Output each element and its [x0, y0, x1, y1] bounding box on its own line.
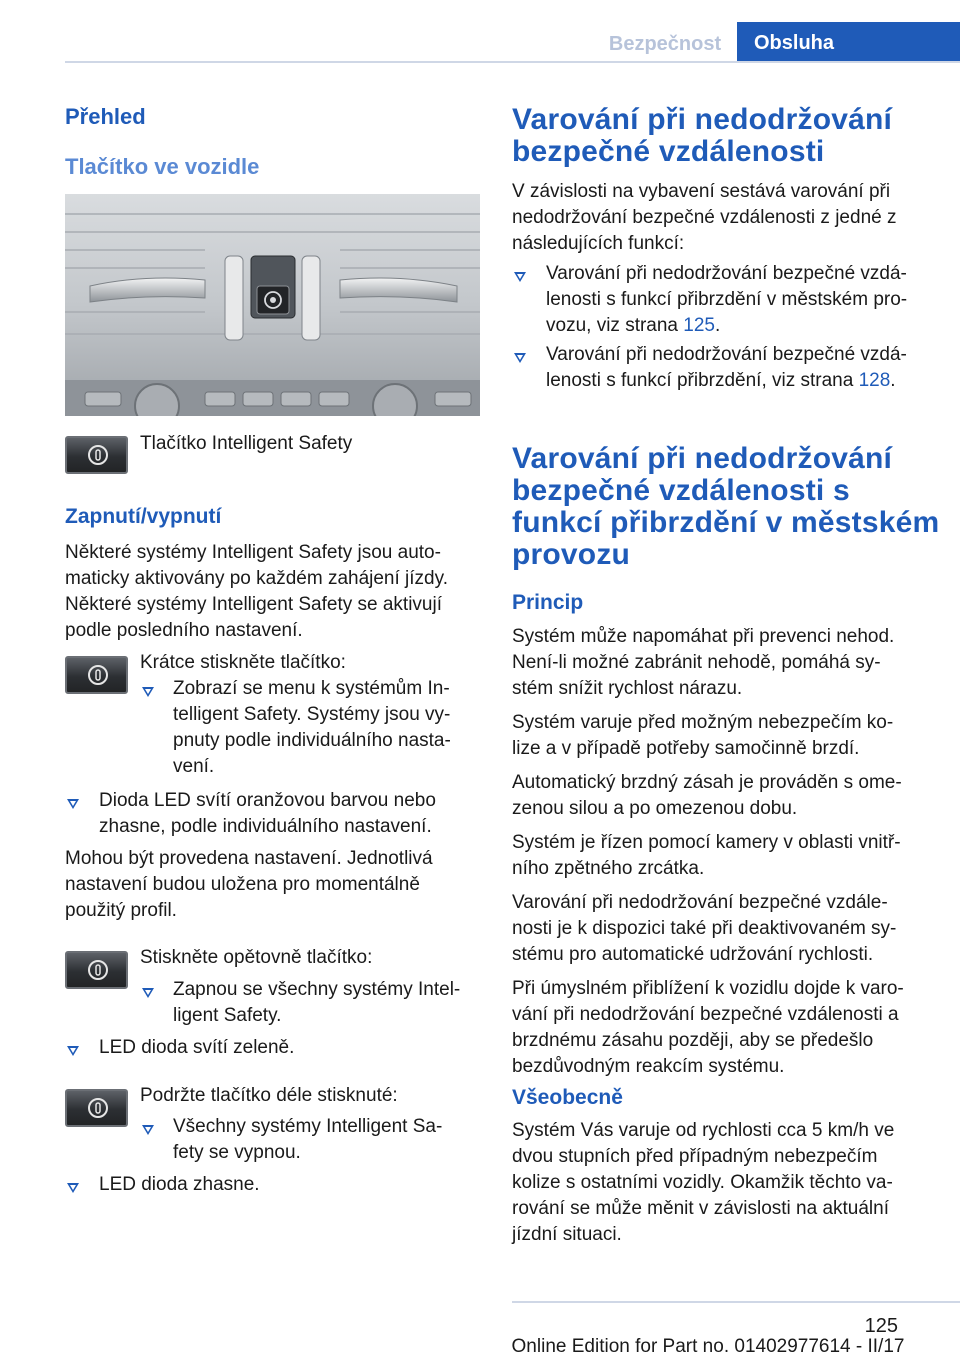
page-ref-link[interactable]: 128: [858, 370, 891, 391]
text-span: lenosti s funkcí přibrzdění, viz strana: [546, 370, 859, 391]
text-line: maticky aktivovány po každém zahájení jízdy.: [65, 568, 448, 589]
heading-line: provozu: [512, 538, 631, 571]
page-ref-link[interactable]: 125: [683, 315, 715, 336]
text-line: Není-li možné zabránit nehodě, pomáhá sy‐: [512, 652, 881, 673]
photo-caption: Tlačítko Intelligent Safety: [140, 433, 353, 454]
text-line: podle posledního nastavení.: [65, 620, 303, 641]
bullet-triangle-icon: [67, 1046, 79, 1056]
text-line: nastavení budou uložena pro momentálně: [65, 874, 420, 895]
text-line: použitý profil.: [65, 900, 177, 921]
text-line: V závislosti na vybavení sestává varování při: [512, 181, 891, 202]
heading-line: bezpečné vzdálenosti: [512, 135, 825, 168]
text-line: Některé systémy Intelligent Safety jsou auto‐: [65, 542, 441, 563]
text-line: jízdní situaci.: [512, 1224, 622, 1245]
heading-varovani-mestsky: [512, 443, 952, 571]
text-line: Mohou být provedena nastavení. Jednotlivá: [65, 848, 433, 869]
page-header: [0, 0, 960, 62]
text-line: Některé systémy Intelligent Safety se aktivují: [65, 594, 442, 615]
text-line: fety se vypnou.: [173, 1142, 301, 1163]
text-line: stém snížit rychlost nárazu.: [512, 678, 743, 699]
block3-sublist: [173, 1114, 483, 1166]
paragraph-intro: [512, 179, 942, 257]
intelligent-safety-button-icon: [65, 1089, 128, 1127]
text-line: Varování při nedodržování bezpečné vzdá‐: [546, 344, 907, 365]
bullet-function-1: [546, 261, 936, 339]
text-line: rování se může měnit v závislosti na aktuální: [512, 1198, 890, 1219]
text-line: telligent Safety. Systémy jsou vy‐: [173, 704, 451, 725]
paragraph-nastaveni: [65, 846, 485, 924]
block1-bullet: [99, 788, 484, 840]
block2-bullet: LED dioda svítí zeleně.: [99, 1037, 295, 1058]
bullet-triangle-icon: [142, 1125, 154, 1135]
text-line: Systém Vás varuje od rychlosti cca 5 km/h ve: [512, 1120, 895, 1141]
text-line: nosti je k dispozici také při deaktivovaném sy‐: [512, 918, 897, 939]
intelligent-safety-button-icon: [65, 656, 128, 694]
intelligent-safety-button-icon: [65, 951, 128, 989]
text-line: Systém varuje před možným nebezpečím ko‐: [512, 712, 894, 733]
text-line: brzdnému zásahu později, aby se předešlo: [512, 1030, 874, 1051]
paragraph: [512, 890, 952, 968]
bullet-triangle-icon: [142, 988, 154, 998]
text-line: ního zpětného zrcátka.: [512, 858, 705, 879]
text-line: lize a v případě potřeby samočinně brzdí.: [512, 738, 860, 759]
text-line: ligent Safety.: [173, 1005, 282, 1026]
bullet-triangle-icon: [142, 687, 154, 697]
dashboard-vents-illustration: [65, 194, 480, 416]
dashboard-photo: [65, 194, 480, 416]
heading-line: funkcí přibrzdění v městském: [512, 506, 940, 539]
text-line: Varování při nedodržování bezpečné vzdále‐: [512, 892, 888, 913]
text-line: kolize s ostatními vozidly. Okamžik těchto va‐: [512, 1172, 893, 1193]
heading-vseobecne: Všeobecně: [512, 1086, 623, 1109]
text-line: nedodržování bezpečné vzdálenosti z jedné z: [512, 207, 897, 228]
paragraph-zapnuti: [65, 540, 485, 644]
princip-section: [512, 624, 952, 1080]
text-line: následujících funkcí:: [512, 233, 685, 254]
heading-prehled: Přehled: [65, 104, 146, 129]
text-line: bezdůvodným reakcím systému.: [512, 1056, 785, 1077]
heading-tlacitko: Tlačítko ve vozidle: [65, 154, 260, 179]
paragraph: [512, 976, 952, 1080]
bullet-triangle-icon: [67, 1183, 79, 1193]
text-line: vení.: [173, 756, 215, 777]
block1-sublist: [173, 676, 483, 780]
heading-line: Varování při nedodržování: [512, 103, 893, 136]
heading-varovani: [512, 104, 942, 168]
footer-rule: [512, 1301, 960, 1303]
text-line: lenosti s funkcí přibrzdění v městském pro‐: [546, 289, 908, 310]
heading-princip: Princip: [512, 591, 584, 614]
paragraph: [512, 830, 952, 882]
text-line: Všechny systémy Intelligent Sa‐: [173, 1116, 443, 1137]
text-line: stému pro automatické udržování rychlosti.: [512, 944, 874, 965]
text-line: Zapnou se všechny systémy Intel‐: [173, 979, 461, 1000]
heading-zapnuti: Zapnutí/vypnutí: [65, 505, 222, 528]
paragraph-vseobecne: [512, 1118, 952, 1248]
page-number: 125: [864, 1315, 898, 1337]
text-line: dvou stupních před případným nebezpečím: [512, 1146, 878, 1167]
bullet-triangle-icon: [514, 272, 526, 282]
text-line: Systém může napomáhat při prevenci nehod.: [512, 626, 895, 647]
heading-line: bezpečné vzdálenosti s: [512, 474, 850, 507]
paragraph: [512, 624, 952, 702]
block3-lead: Podržte tlačítko déle stisknuté:: [140, 1085, 398, 1106]
block2-sublist: [173, 977, 483, 1029]
text-span: .: [714, 315, 721, 336]
block2-lead: Stiskněte opětovně tlačítko:: [140, 947, 373, 968]
text-line: zenou silou a po omezenou dobu.: [512, 798, 798, 819]
heading-line: Varování při nedodržování: [512, 442, 893, 475]
intelligent-safety-button-icon: [65, 436, 128, 474]
block3-bullet: LED dioda zhasne.: [99, 1174, 260, 1195]
text-line: Zobrazí se menu k systémům In‐: [173, 678, 450, 699]
paragraph: [512, 770, 952, 822]
text-line: zhasne, podle individuálního nastavení.: [99, 816, 432, 837]
bullet-function-2: [546, 342, 936, 394]
header-tab-section[interactable]: Bezpečnost: [608, 33, 722, 55]
text-line: Při úmyslném přiblížení k vozidlu dojde k varo‐: [512, 978, 904, 999]
text-line: Automatický brzdný zásah je prováděn s ome‐: [512, 772, 902, 793]
text-line: pnuty podle individuálního nasta‐: [173, 730, 451, 751]
text-span: .: [890, 370, 896, 391]
block1-lead: Krátce stiskněte tlačítko:: [140, 652, 346, 673]
text-line: [546, 313, 936, 339]
paragraph: [512, 710, 952, 762]
text-line: [546, 368, 936, 394]
text-line: Varování při nedodržování bezpečné vzdá‐: [546, 263, 907, 284]
bullet-triangle-icon: [514, 353, 526, 363]
text-span: vozu, viz strana: [546, 315, 684, 336]
text-line: vání při nedodržování bezpečné vzdálenosti a: [512, 1004, 899, 1025]
header-rule: [65, 61, 960, 63]
bullet-triangle-icon: [67, 799, 79, 809]
text-line: Systém je řízen pomocí kamery v oblasti vnitř‐: [512, 832, 901, 853]
header-tab-chapter[interactable]: Obsluha: [737, 22, 960, 62]
edition-note: Online Edition for Part no. 01402977614 - II/17: [511, 1336, 905, 1357]
text-line: Dioda LED svítí oranžovou barvou nebo: [99, 790, 436, 811]
